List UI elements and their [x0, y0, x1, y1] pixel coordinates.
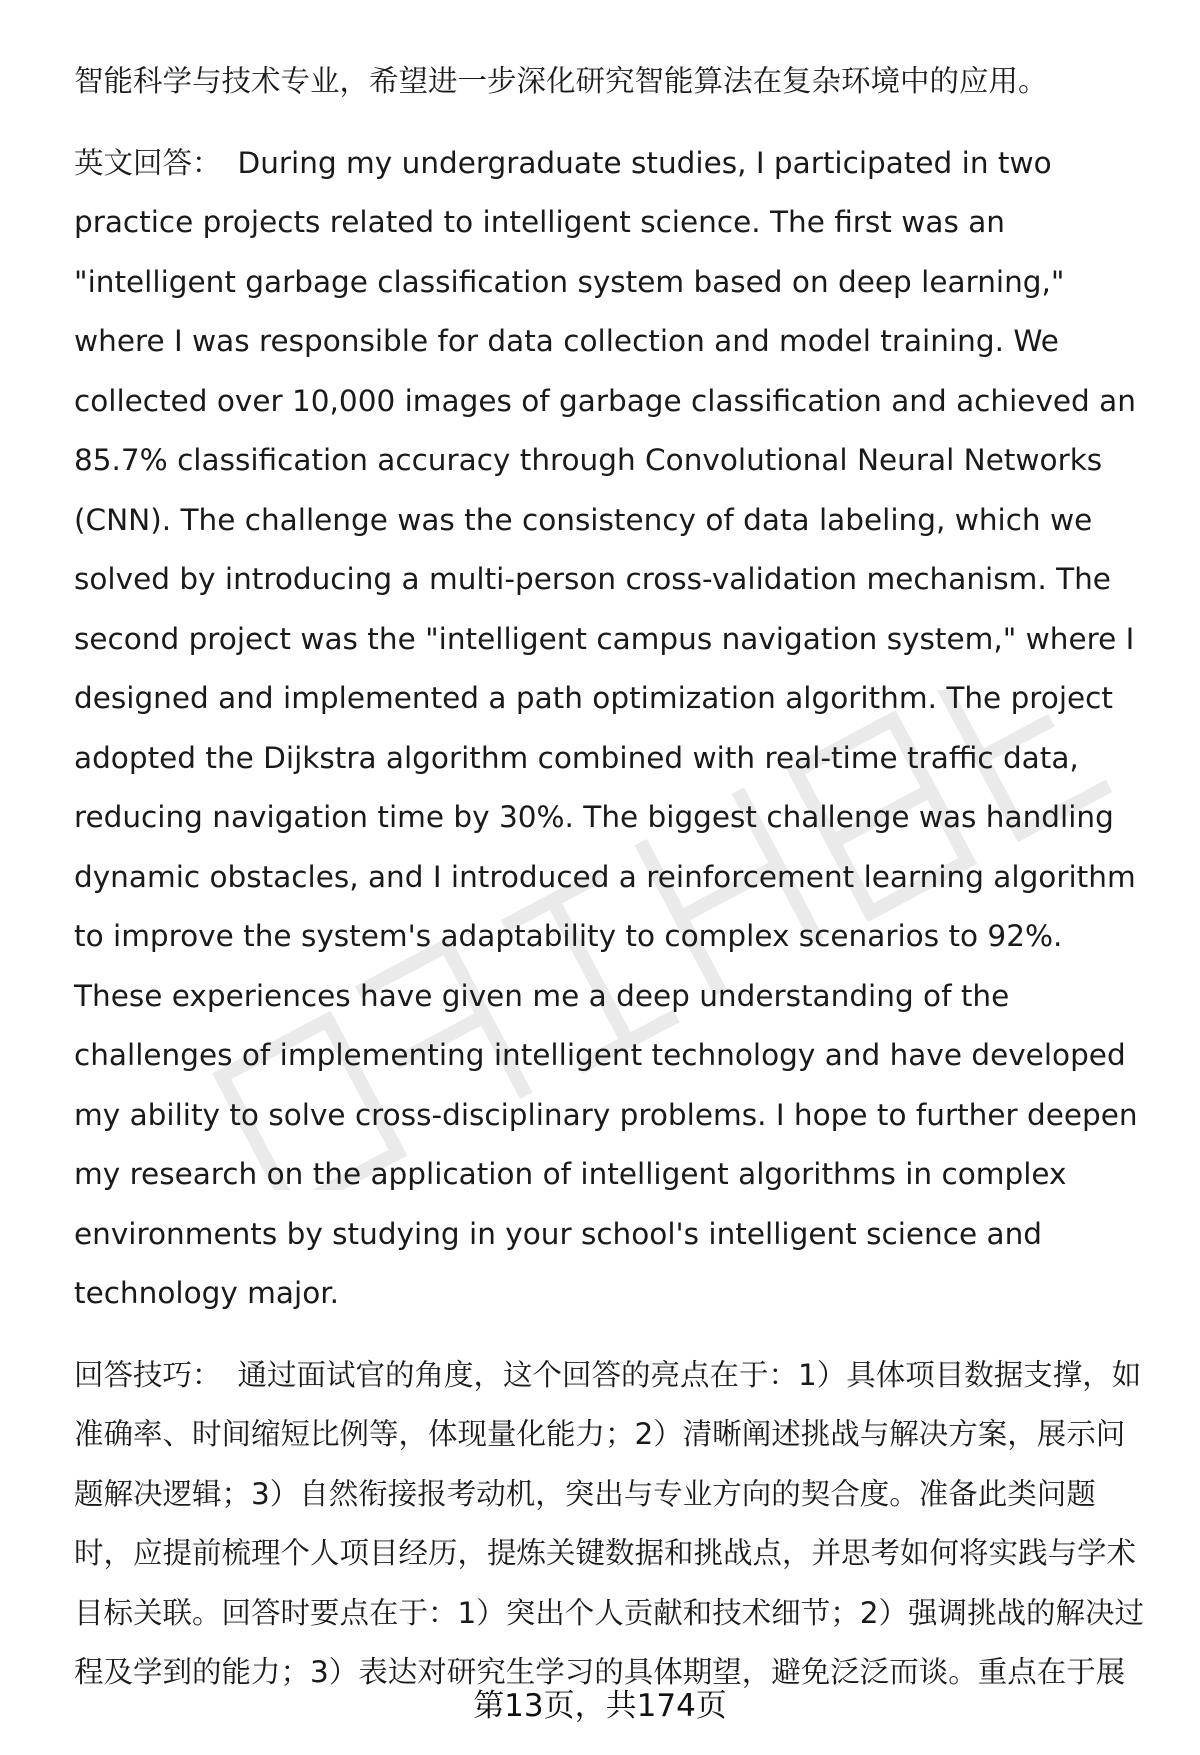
answer-tips-text: 通过面试官的角度，这个回答的亮点在于：1）具体项目数据支撑，如准确率、时间缩短比例等，体现量化能力；2）清晰阐述挑战与解决方案，展示问题解决逻辑；3）自然衔接报考动机，突出与专业方向的契合度。准备此类问题时，应提前梳理个人项目经历，提炼关键数据和挑战点，并思考如何将实践与学术目标关联。回答时要点在于：1）突出个人贡献和技术细节；2）强调挑战的解决过程及学到的能力；3）表达对研究生学习的具体期望，避免泛泛而谈。重点在于展 — [74, 1357, 1145, 1689]
english-answer-text: During my undergraduate studies, I participated in two practice projects related to intelligent science. The first was an "intelligent garbage classification system based on deep learning," where I was responsible for data collection and model training. We collected over 10,000 images of garbage classification and achieved an 85.7% classification accuracy through Convolutional Neural Networks (CNN). The challenge was the consistency of data labeling, which we solved by introducing a multi-person cross-validation mechanism. The second project was the "intelligent campus navigation system," where I designed and implemented a path optimization algorithm. The project adopted the Dijkstra algorithm combined with real-time traffic data, reducing navigation time by 30%. The biggest challenge was handling dynamic obstacles, and I introduced a reinforcement learning algorithm to improve the system's adaptability to complex scenarios to 92%. These experiences have given me a deep understanding of the challenges of implementing intelligent technology and have developed my ability to solve cross-disciplinary problems. I hope to further deepen my research on the application of intelligent algorithms in complex environments by studying in your school's intelligent science and technology major. — [74, 145, 1138, 1310]
paragraph-cn-continuation: 智能科学与技术专业，希望进一步深化研究智能算法在复杂环境中的应用。 — [74, 64, 1048, 98]
english-answer-label: 英文回答： — [74, 145, 222, 180]
paragraph-english-answer — [74, 134, 1154, 1324]
page-number-footer: 第13页，共174页 — [473, 1688, 727, 1724]
paragraph-answer-tips — [74, 1346, 1154, 1703]
answer-tips-label: 回答技巧： — [74, 1357, 222, 1392]
main-content — [74, 52, 1154, 1703]
